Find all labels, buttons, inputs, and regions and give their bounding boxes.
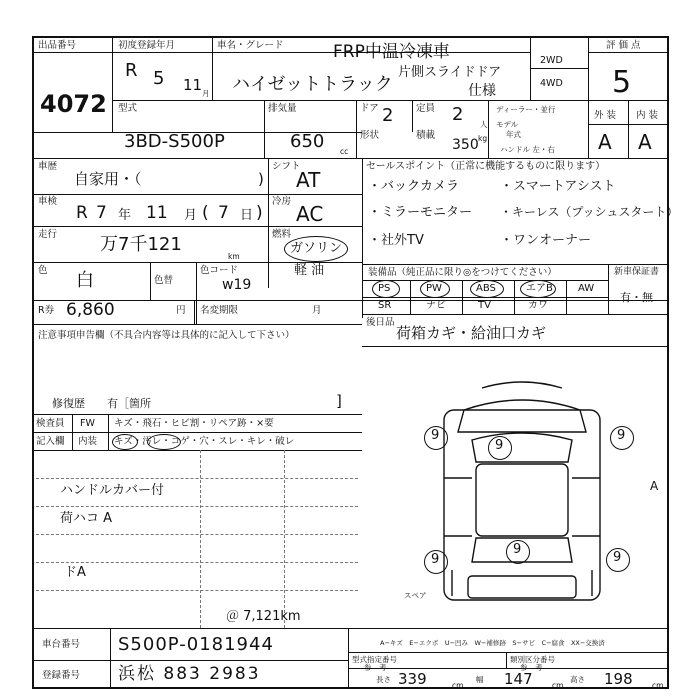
damage-mark-3-label: 9: [431, 552, 440, 567]
reg-no-value: 浜松 883 2983: [118, 664, 261, 684]
inspector-label: 検査員: [36, 418, 65, 429]
year-kanji: 年: [118, 208, 132, 223]
eq-airbag-circle: [520, 280, 556, 298]
first-reg-month: 11: [183, 76, 203, 94]
yen-unit: 円: [176, 305, 186, 316]
4wd-label: 4WD: [540, 78, 563, 89]
eq-airbag: エアB: [526, 283, 553, 294]
eq-pw: PW: [426, 283, 442, 294]
damage-mark-6-label: 9: [513, 542, 522, 557]
eq-pw-circle: [420, 280, 450, 298]
model-value: 3BD-S500P: [124, 131, 225, 152]
inspection-label: 車検: [38, 196, 58, 207]
aircon-value: AC: [296, 202, 324, 226]
month-kanji: 月: [202, 89, 210, 98]
history-value: 自家用・（: [74, 170, 142, 188]
sales-point-4: ・キーレス（プッシュスタート）: [500, 205, 679, 219]
color-label: 色: [38, 265, 48, 276]
doors-label: ドア: [360, 103, 379, 114]
recycle-fee: 6,860: [66, 300, 115, 320]
sales-point-2: ・スマートアシスト: [500, 179, 616, 194]
damage-mark-4-label: 9: [613, 550, 622, 565]
color-value: 白: [76, 270, 94, 291]
inspection-era: R: [76, 203, 88, 223]
eq-navi: ナビ: [426, 300, 446, 311]
new-warranty-label: 新車保証書: [614, 267, 660, 277]
note-3: ドA: [64, 565, 86, 580]
color-code-label: 色コード: [200, 265, 239, 276]
width-value: 147: [504, 670, 533, 688]
sales-point-3: ・ミラーモニター: [368, 205, 473, 220]
fuel-label: 燃料: [272, 229, 292, 240]
repair-bracket-close: ]: [336, 392, 342, 410]
defects-row2: キズ・汚レ・コゲ・穴・スレ・キレ・破レ: [114, 436, 295, 447]
damage-mark-1-label: 9: [431, 428, 440, 443]
handle-label: ハンドル 左・右: [500, 145, 555, 154]
reg-no-label: 登録番号: [42, 670, 81, 681]
note-1: ハンドルカバー付: [60, 483, 165, 498]
eq-leather: カワ: [528, 300, 548, 311]
sales-point-6: ・ワンオーナー: [500, 233, 592, 248]
length-value: 339: [398, 670, 427, 688]
grade-line1: FRP中温冷凍車: [333, 42, 450, 62]
inspection-month-kanji: 月: [184, 208, 198, 223]
score-value: 5: [612, 65, 632, 100]
mileage-value: 万7千121: [100, 234, 182, 255]
day-kanji: 日: [240, 208, 254, 223]
cc-unit: cc: [340, 147, 349, 156]
mileage-label: 走行: [38, 229, 58, 240]
lot-no-value: 4072: [40, 90, 107, 118]
inspection-day-close: ): [256, 203, 263, 223]
eq-ps: PS: [378, 283, 391, 294]
accessories-label: 後日品: [366, 317, 395, 328]
grade-line2: 片側スライドドア: [398, 65, 502, 80]
kg-unit: kg: [478, 134, 488, 143]
first-reg-era: R: [125, 60, 138, 81]
height-value: 198: [604, 670, 633, 688]
interior-label: 内 装: [636, 110, 659, 121]
eq-ps-circle: [372, 280, 400, 298]
class-no-label: 類別区分番号: [510, 655, 555, 664]
height-unit: cm: [652, 681, 664, 690]
load-value: 350: [452, 137, 479, 153]
fuel-diesel: 軽 油: [294, 263, 325, 278]
inspection-day: (: [202, 203, 209, 223]
note-4: ＠ 7,121km: [226, 609, 301, 624]
yes-no: 有・無: [620, 291, 653, 304]
sales-point-1: ・バックカメラ: [368, 179, 460, 194]
defects-row1: キズ・飛石・ヒビ割・リペア跡・×要: [114, 418, 274, 429]
width-label: 幅: [476, 675, 484, 684]
eq-abs: ABS: [476, 283, 496, 294]
exterior-label: 外 装: [594, 110, 617, 121]
model-year-label: モデル: [496, 120, 519, 129]
eq-sr: SR: [378, 300, 392, 311]
2wd-label: 2WD: [540, 55, 563, 66]
doors-value: 2: [382, 105, 394, 126]
sales-point-5: ・社外TV: [368, 233, 424, 248]
history-paren-close: ): [258, 170, 264, 188]
load-label: 積載: [416, 130, 436, 141]
eq-aw: AW: [578, 283, 595, 294]
eq-abs-circle: [470, 280, 504, 298]
first-reg-year: 5: [153, 68, 165, 89]
ref-label-2: 参 考: [520, 663, 543, 672]
lot-no-label: 出品番号: [38, 40, 77, 51]
defect-circle-2: [147, 434, 181, 450]
shift-value: AT: [296, 168, 321, 192]
exterior-grade: A: [598, 130, 612, 154]
color-code-value: w19: [222, 277, 252, 293]
length-unit: cm: [452, 681, 464, 690]
length-label: 長さ: [376, 675, 391, 684]
sales-points-label: セールスポイント（正常に機能するものに限ります）: [366, 161, 606, 172]
eq-tv: TV: [478, 300, 491, 311]
inspection-day-value: 7: [218, 203, 229, 223]
type-designation-label: 型式指定番号: [352, 655, 397, 664]
car-body-diagram: [372, 360, 672, 630]
grade-line3: 仕様: [468, 83, 496, 99]
entry-col-label: 記入欄: [36, 436, 65, 447]
first-reg-label: 初度登録年月: [118, 40, 176, 51]
name-change-month: 月: [312, 305, 322, 316]
accessories-value: 荷箱カギ・給油口カギ: [396, 324, 547, 342]
name-change-label: 名変期限: [200, 305, 239, 316]
height-label: 高さ: [570, 675, 585, 684]
dealer-label: ディーラー・並行: [496, 105, 556, 114]
damage-legend: A−キズ E−エクボ U−凹み W−補修跡 S−サビ C−腐食 XX−交換済: [380, 639, 605, 647]
spare-label: スペア: [404, 591, 427, 600]
car-name-value: ハイゼットトラック: [232, 74, 393, 95]
aircon-label: 冷房: [272, 196, 292, 207]
fuel-gasoline: ガソリン: [290, 241, 343, 256]
shift-label: シフト: [272, 161, 301, 172]
inspection-month: 11: [146, 203, 168, 223]
color-change-label: 色替: [154, 275, 174, 286]
model-label: 型式: [118, 103, 138, 114]
history-label: 車歴: [38, 161, 58, 172]
interior-short-label: 内装: [78, 436, 98, 447]
repair-label: 修復歴 有［箇所: [52, 397, 151, 410]
note-2: 荷ハコ A: [60, 511, 113, 526]
fuel-gasoline-circle: [284, 236, 348, 262]
defect-circle-1: [112, 434, 138, 450]
interior-grade: A: [638, 130, 652, 154]
km-unit: km: [228, 252, 240, 261]
damage-mark-5-label: 9: [495, 438, 504, 453]
damage-mark-7: A: [650, 479, 659, 493]
displacement-value: 650: [290, 131, 325, 152]
grade-eval-label: 評 価 点: [606, 40, 641, 51]
model-year-label2: 年式: [506, 130, 521, 139]
width-unit: cm: [552, 681, 564, 690]
fw-label: FW: [80, 418, 95, 429]
chassis-value: S500P-0181944: [118, 634, 274, 655]
inspection-year: 7: [96, 203, 107, 223]
capacity-label: 定員: [416, 103, 436, 114]
chassis-label: 車台番号: [42, 639, 81, 650]
notes-label: 注意事項申告欄（不具合内容等は具体的に記入して下さい）: [38, 330, 295, 341]
damage-mark-2-label: 9: [617, 428, 626, 443]
capacity-value: 2: [452, 104, 464, 125]
displacement-label: 排気量: [268, 103, 297, 114]
ref-label-1: 参 考: [364, 663, 387, 672]
person-unit: 人: [480, 120, 488, 129]
car-name-label: 車名・グレード: [217, 40, 284, 51]
recycle-label: R券: [38, 305, 55, 316]
shape-label: 形状: [360, 130, 380, 141]
equipment-label: 装備品（純正品に限り◎をつけてください）: [368, 267, 557, 278]
